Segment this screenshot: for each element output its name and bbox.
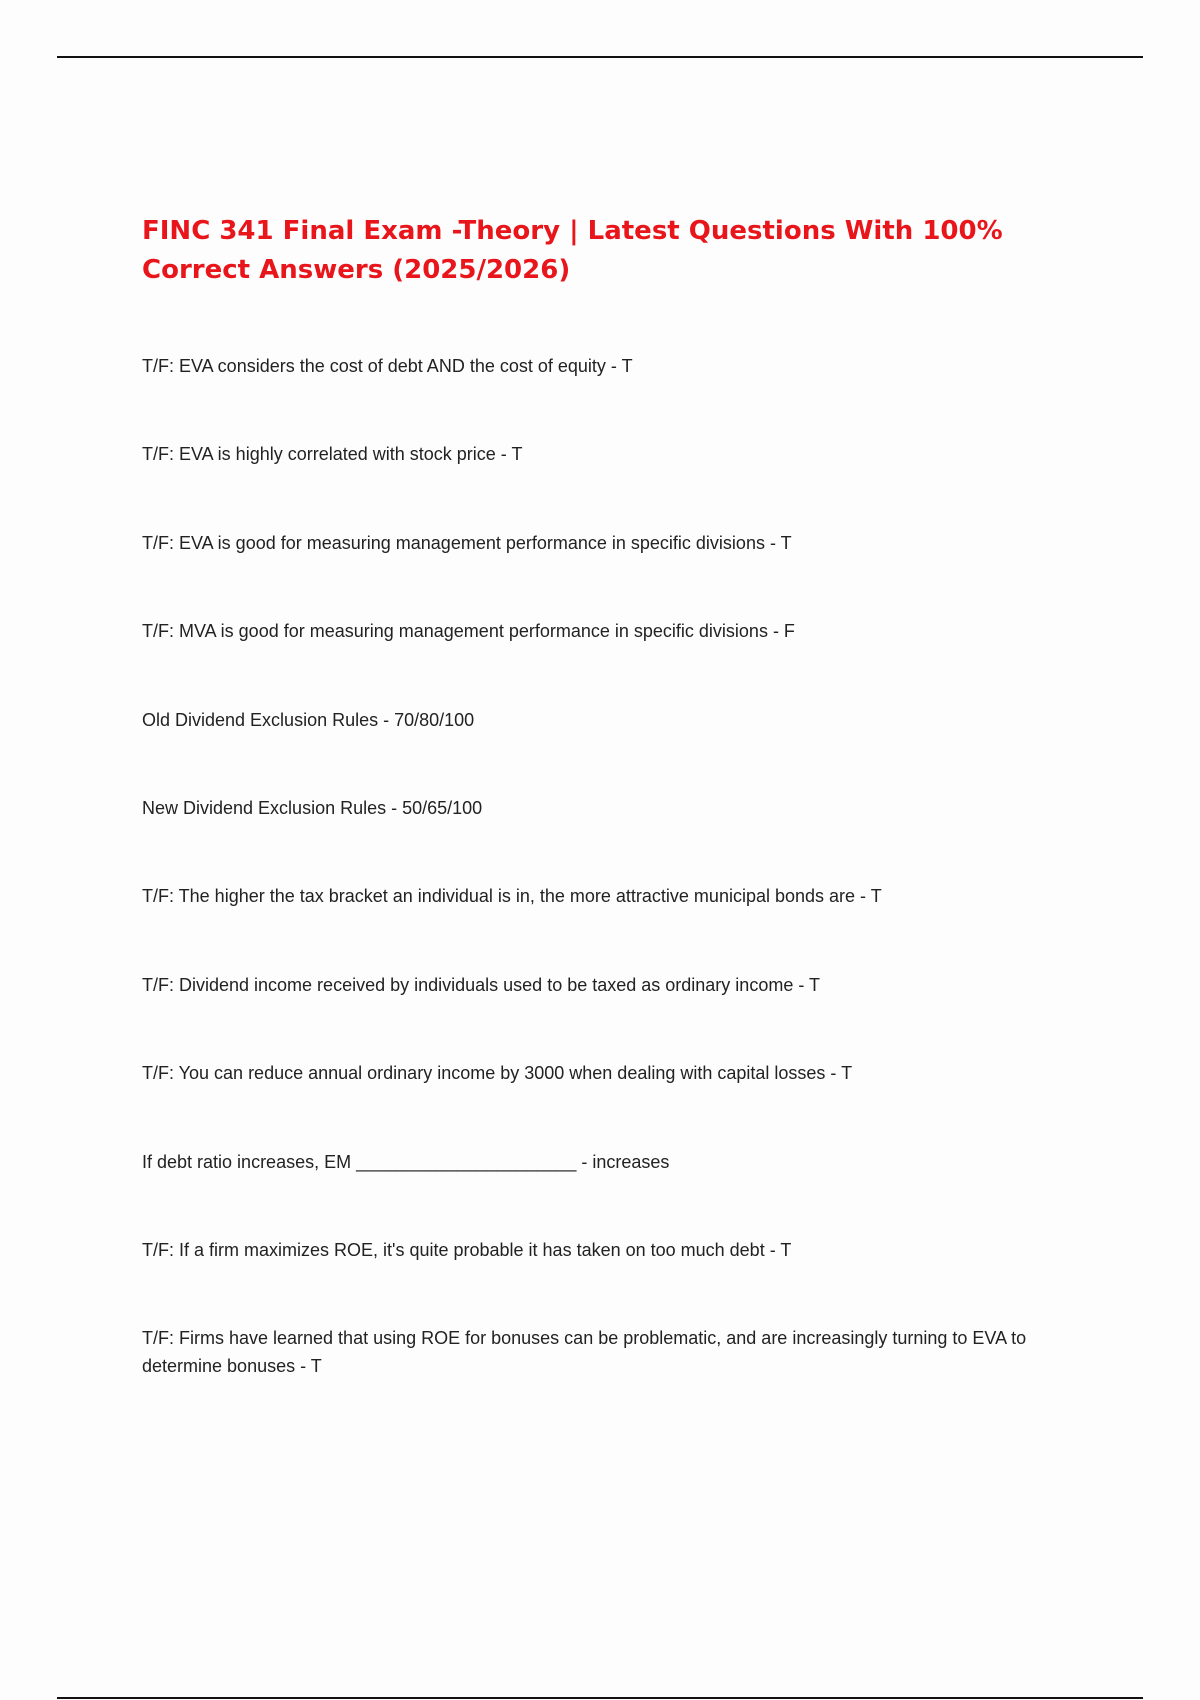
qa-item: T/F: EVA is highly correlated with stock price - T [142,444,523,465]
top-rule [57,56,1143,58]
qa-item: T/F: The higher the tax bracket an individual is in, the more attractive municipal bonds are - T [142,886,882,907]
qa-item: T/F: EVA considers the cost of debt AND the cost of equity - T [142,356,633,376]
qa-item: T/F: Firms have learned that using ROE for bonuses can be problematic, and are increasingly turning to EVA to determine bonuses - T [142,1328,1027,1377]
qa-item: T/F: Dividend income received by individuals used to be taxed as ordinary income - T [142,974,820,995]
qa-item: T/F: You can reduce annual ordinary income by 3000 when dealing with capital losses - T [142,1063,853,1084]
question-answer-list [142,352,1072,1413]
document-title: FINC 341 Final Exam -Theory | Latest Questions With 100% Correct Answers (2025/2026) [142,216,1003,285]
qa-item: T/F: MVA is good for measuring management performance in specific divisions - F [142,621,795,642]
qa-item: T/F: EVA is good for measuring management performance in specific divisions - T [142,532,792,553]
qa-item: If debt ratio increases, EM ______________________ - increases [142,1151,670,1172]
qa-item: Old Dividend Exclusion Rules - 70/80/100 [142,709,475,730]
qa-item: New Dividend Exclusion Rules - 50/65/100 [142,797,483,818]
qa-item: T/F: If a firm maximizes ROE, it's quite probable it has taken on too much debt - T [142,1239,792,1260]
bottom-rule [57,1697,1143,1699]
